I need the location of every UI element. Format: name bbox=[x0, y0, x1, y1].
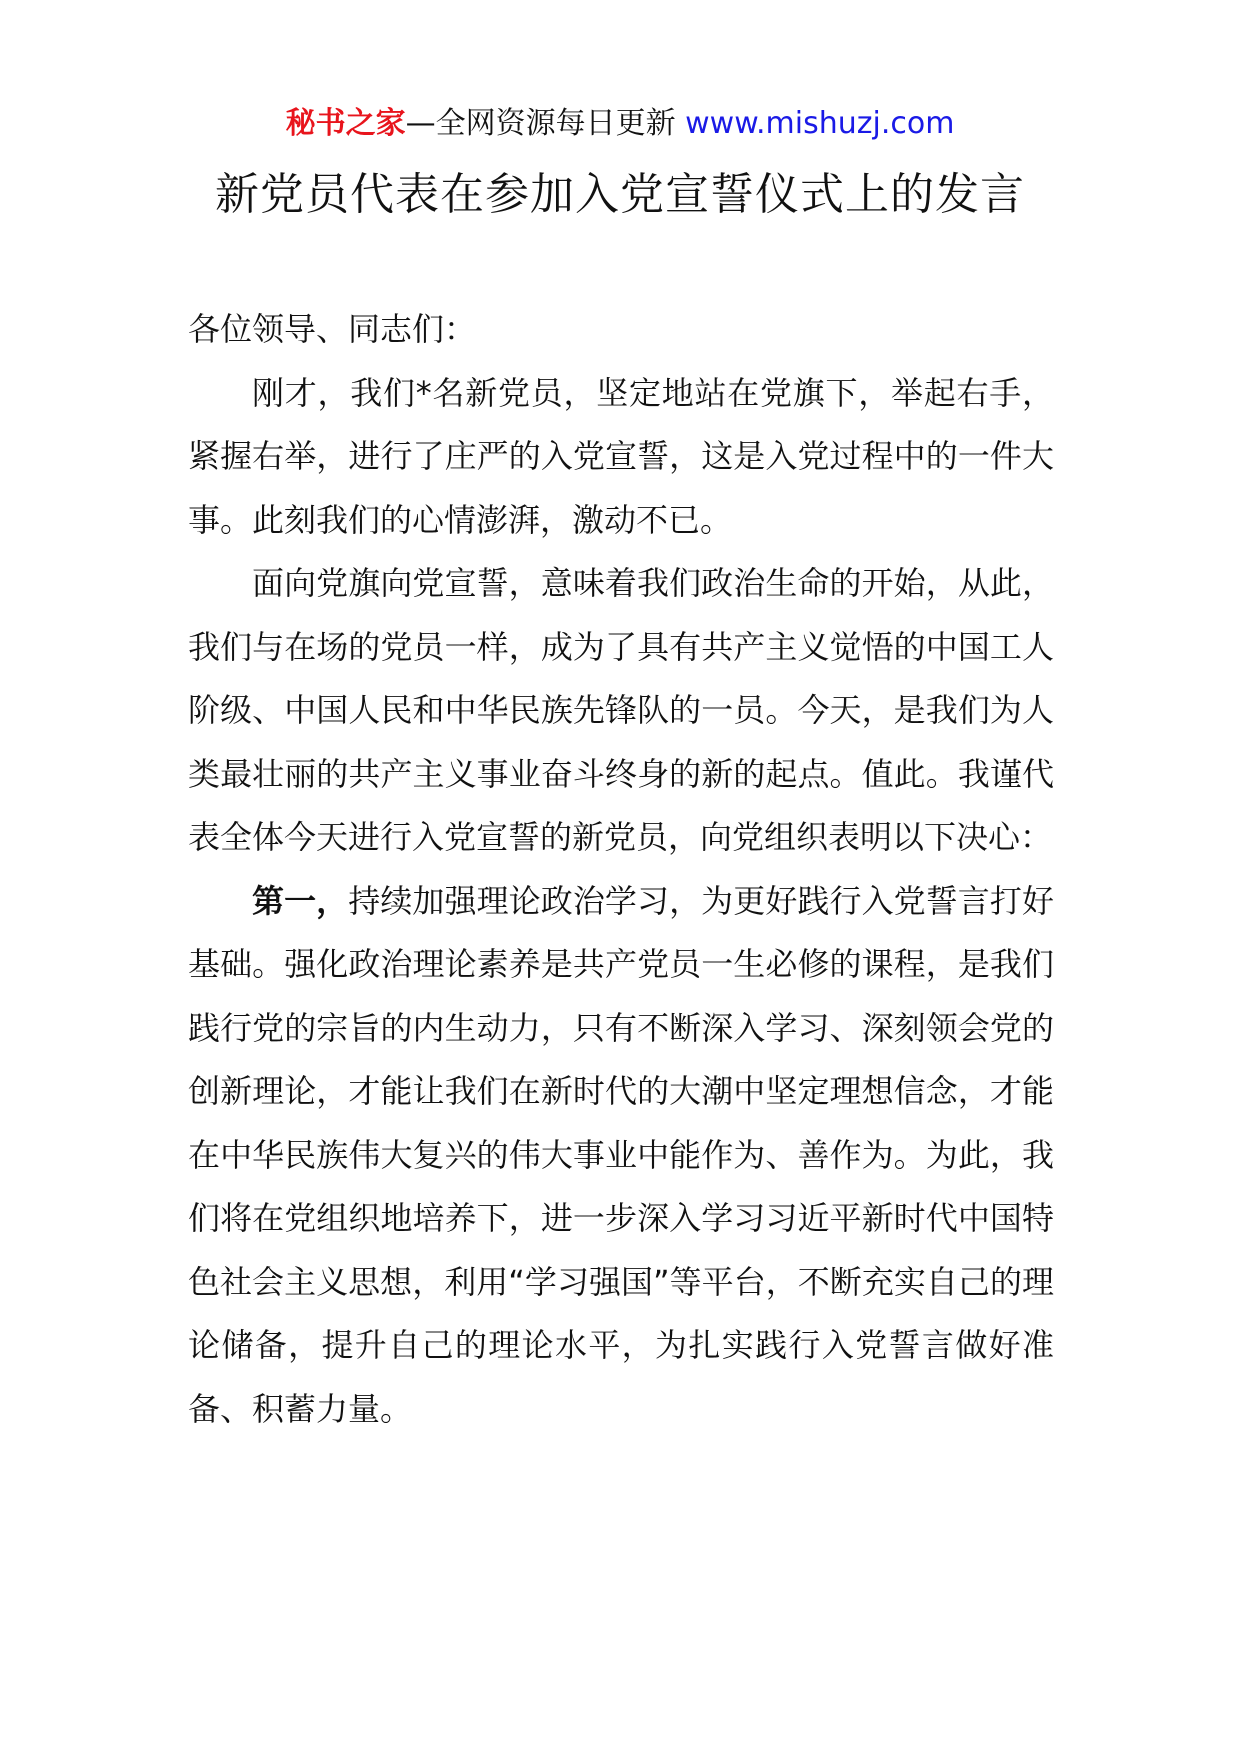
paragraph-1 bbox=[188, 362, 1054, 553]
paragraph-2-text: 面向党旗向党宣誓，意味着我们政治生命的开始，从此，我们与在场的党员一样，成为了具有共产主义觉悟的中国工人阶级、中国人民和中华民族先锋队的一员。今天，是我们为人类最壮丽的共产主义事业奋斗终身的新的起点。值此。我谨代表全体今天进行入党宣誓的新党员，向党组织表明以下决心： bbox=[188, 564, 1054, 856]
paragraph-1-text: 刚才，我们*名新党员，坚定地站在党旗下，举起右手，紧握右举，进行了庄严的入党宣誓，这是入党过程中的一件大事。此刻我们的心情澎湃，激动不已。 bbox=[188, 373, 1054, 539]
document-title: 新党员代表在参加入党宣誓仪式上的发言 bbox=[215, 169, 1025, 220]
paragraph-3 bbox=[188, 870, 1054, 1442]
brand-name: 秘书之家 bbox=[285, 106, 406, 141]
document-body bbox=[188, 298, 1054, 1441]
paragraph-3-lead: 第一， bbox=[252, 881, 349, 920]
salutation: 各位领导、同志们： bbox=[188, 310, 477, 348]
site-url-link[interactable]: www.mishuzj.com bbox=[685, 106, 955, 141]
paragraph-3-text: 持续加强理论政治学习，为更好践行入党誓言打好基础。强化政治理论素养是共产党员一生必修的课程，是我们践行党的宗旨的内生动力，只有不断深入学习、深刻领会党的创新理论，才能让我们在新时代的大潮中坚定理想信念，才能在中华民族伟大复兴的伟大事业中能作为、善作为。为此，我们将在党组织地培养下，进一步深入学习习近平新时代中国特色社会主义思想，利用“学习强国”等平台，不断充实自己的理论储备，提升自己的理论水平，为扎实践行入党誓言做好准备、积蓄力量。 bbox=[188, 881, 1054, 1428]
header-slogan: —全网资源每日更新 bbox=[405, 106, 686, 141]
site-header bbox=[0, 100, 1240, 148]
paragraph-2 bbox=[188, 552, 1054, 870]
